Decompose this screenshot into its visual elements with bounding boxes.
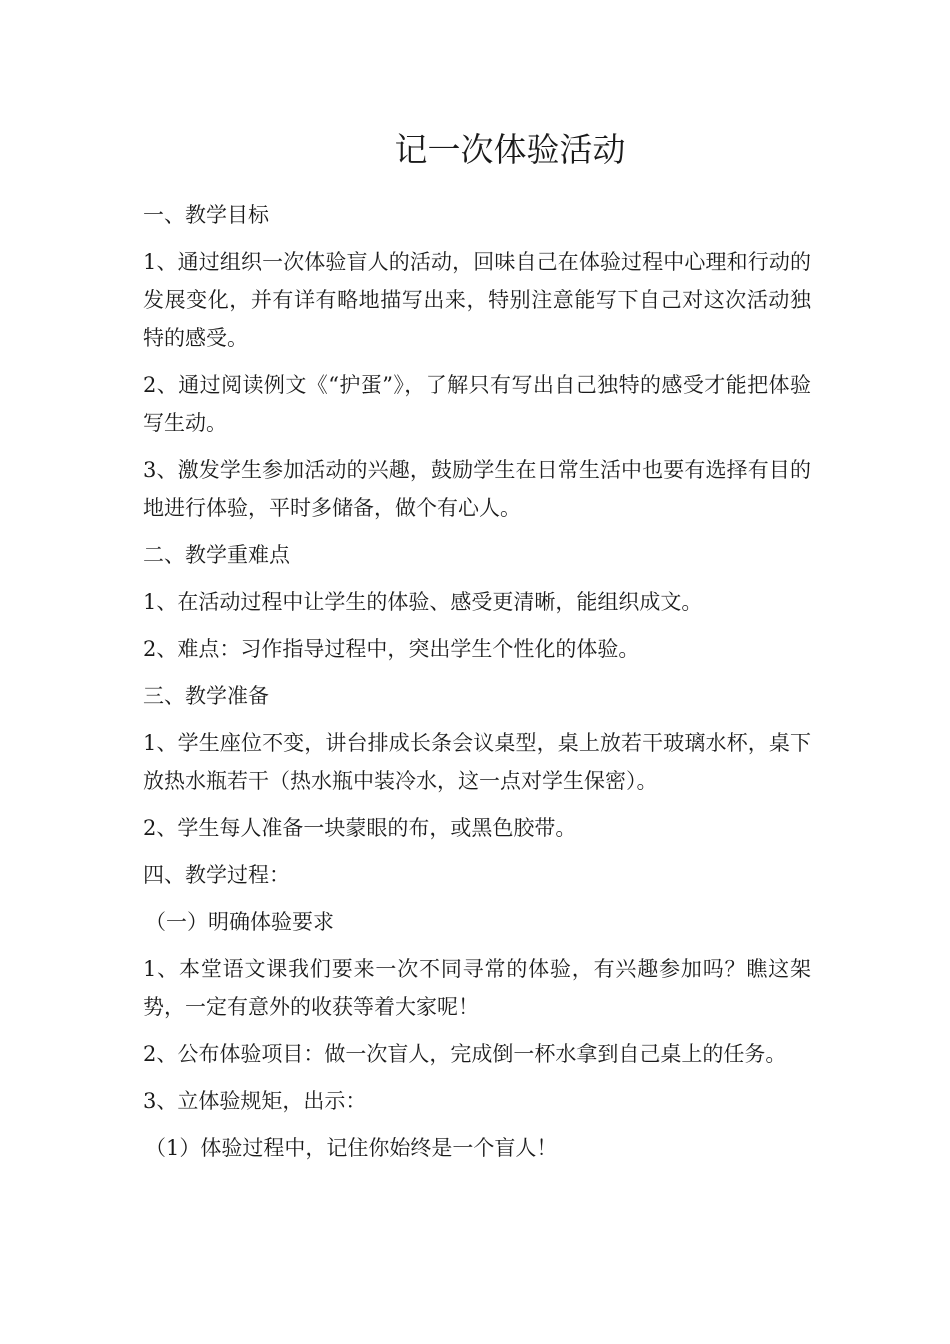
- paragraph-preparation-1: 1、学生座位不变，讲台排成长条会议桌型，桌上放若干玻璃水杯，桌下放热水瓶若干（热水瓶中装冷水，这一点对学生保密）。: [143, 731, 811, 793]
- paragraph-process-2: 2、公布体验项目：做一次盲人，完成倒一杯水拿到自己桌上的任务。: [143, 1042, 787, 1066]
- paragraph-key-point-2: 2、难点：习作指导过程中，突出学生个性化的体验。: [143, 637, 640, 661]
- section-heading-preparation: 三、教学准备: [143, 684, 269, 708]
- paragraph-preparation-2: 2、学生每人准备一块蒙眼的布，或黑色胶带。: [143, 816, 577, 840]
- paragraph-objective-1: 1、通过组织一次体验盲人的活动，回味自己在体验过程中心理和行动的发展变化，并有详有略地描写出来，特别注意能写下自己对这次活动独特的感受。: [143, 250, 811, 350]
- document-title: 记一次体验活动: [394, 130, 626, 169]
- subsection-heading-requirements: （一）明确体验要求: [145, 910, 334, 934]
- paragraph-key-point-1: 1、在活动过程中让学生的体验、感受更清晰，能组织成文。: [143, 590, 703, 614]
- section-heading-process: 四、教学过程：: [143, 863, 290, 887]
- paragraph-objective-2: 2、通过阅读例文《“护蛋”》，了解只有写出自己独特的感受才能把体验写生动。: [143, 373, 811, 435]
- section-heading-key-points: 二、教学重难点: [143, 543, 290, 567]
- section-heading-objectives: 一、教学目标: [143, 203, 269, 227]
- paragraph-objective-3: 3、激发学生参加活动的兴趣，鼓励学生在日常生活中也要有选择有目的地进行体验，平时多储备，做个有心人。: [143, 458, 811, 520]
- paragraph-process-1: 1、本堂语文课我们要来一次不同寻常的体验，有兴趣参加吗？瞧这架势，一定有意外的收获等着大家呢！: [143, 957, 811, 1019]
- paragraph-process-3: 3、立体验规矩，出示：: [143, 1089, 367, 1113]
- document-body: [143, 196, 811, 1176]
- paragraph-rule-1: （1）体验过程中，记住你始终是一个盲人！: [145, 1136, 558, 1160]
